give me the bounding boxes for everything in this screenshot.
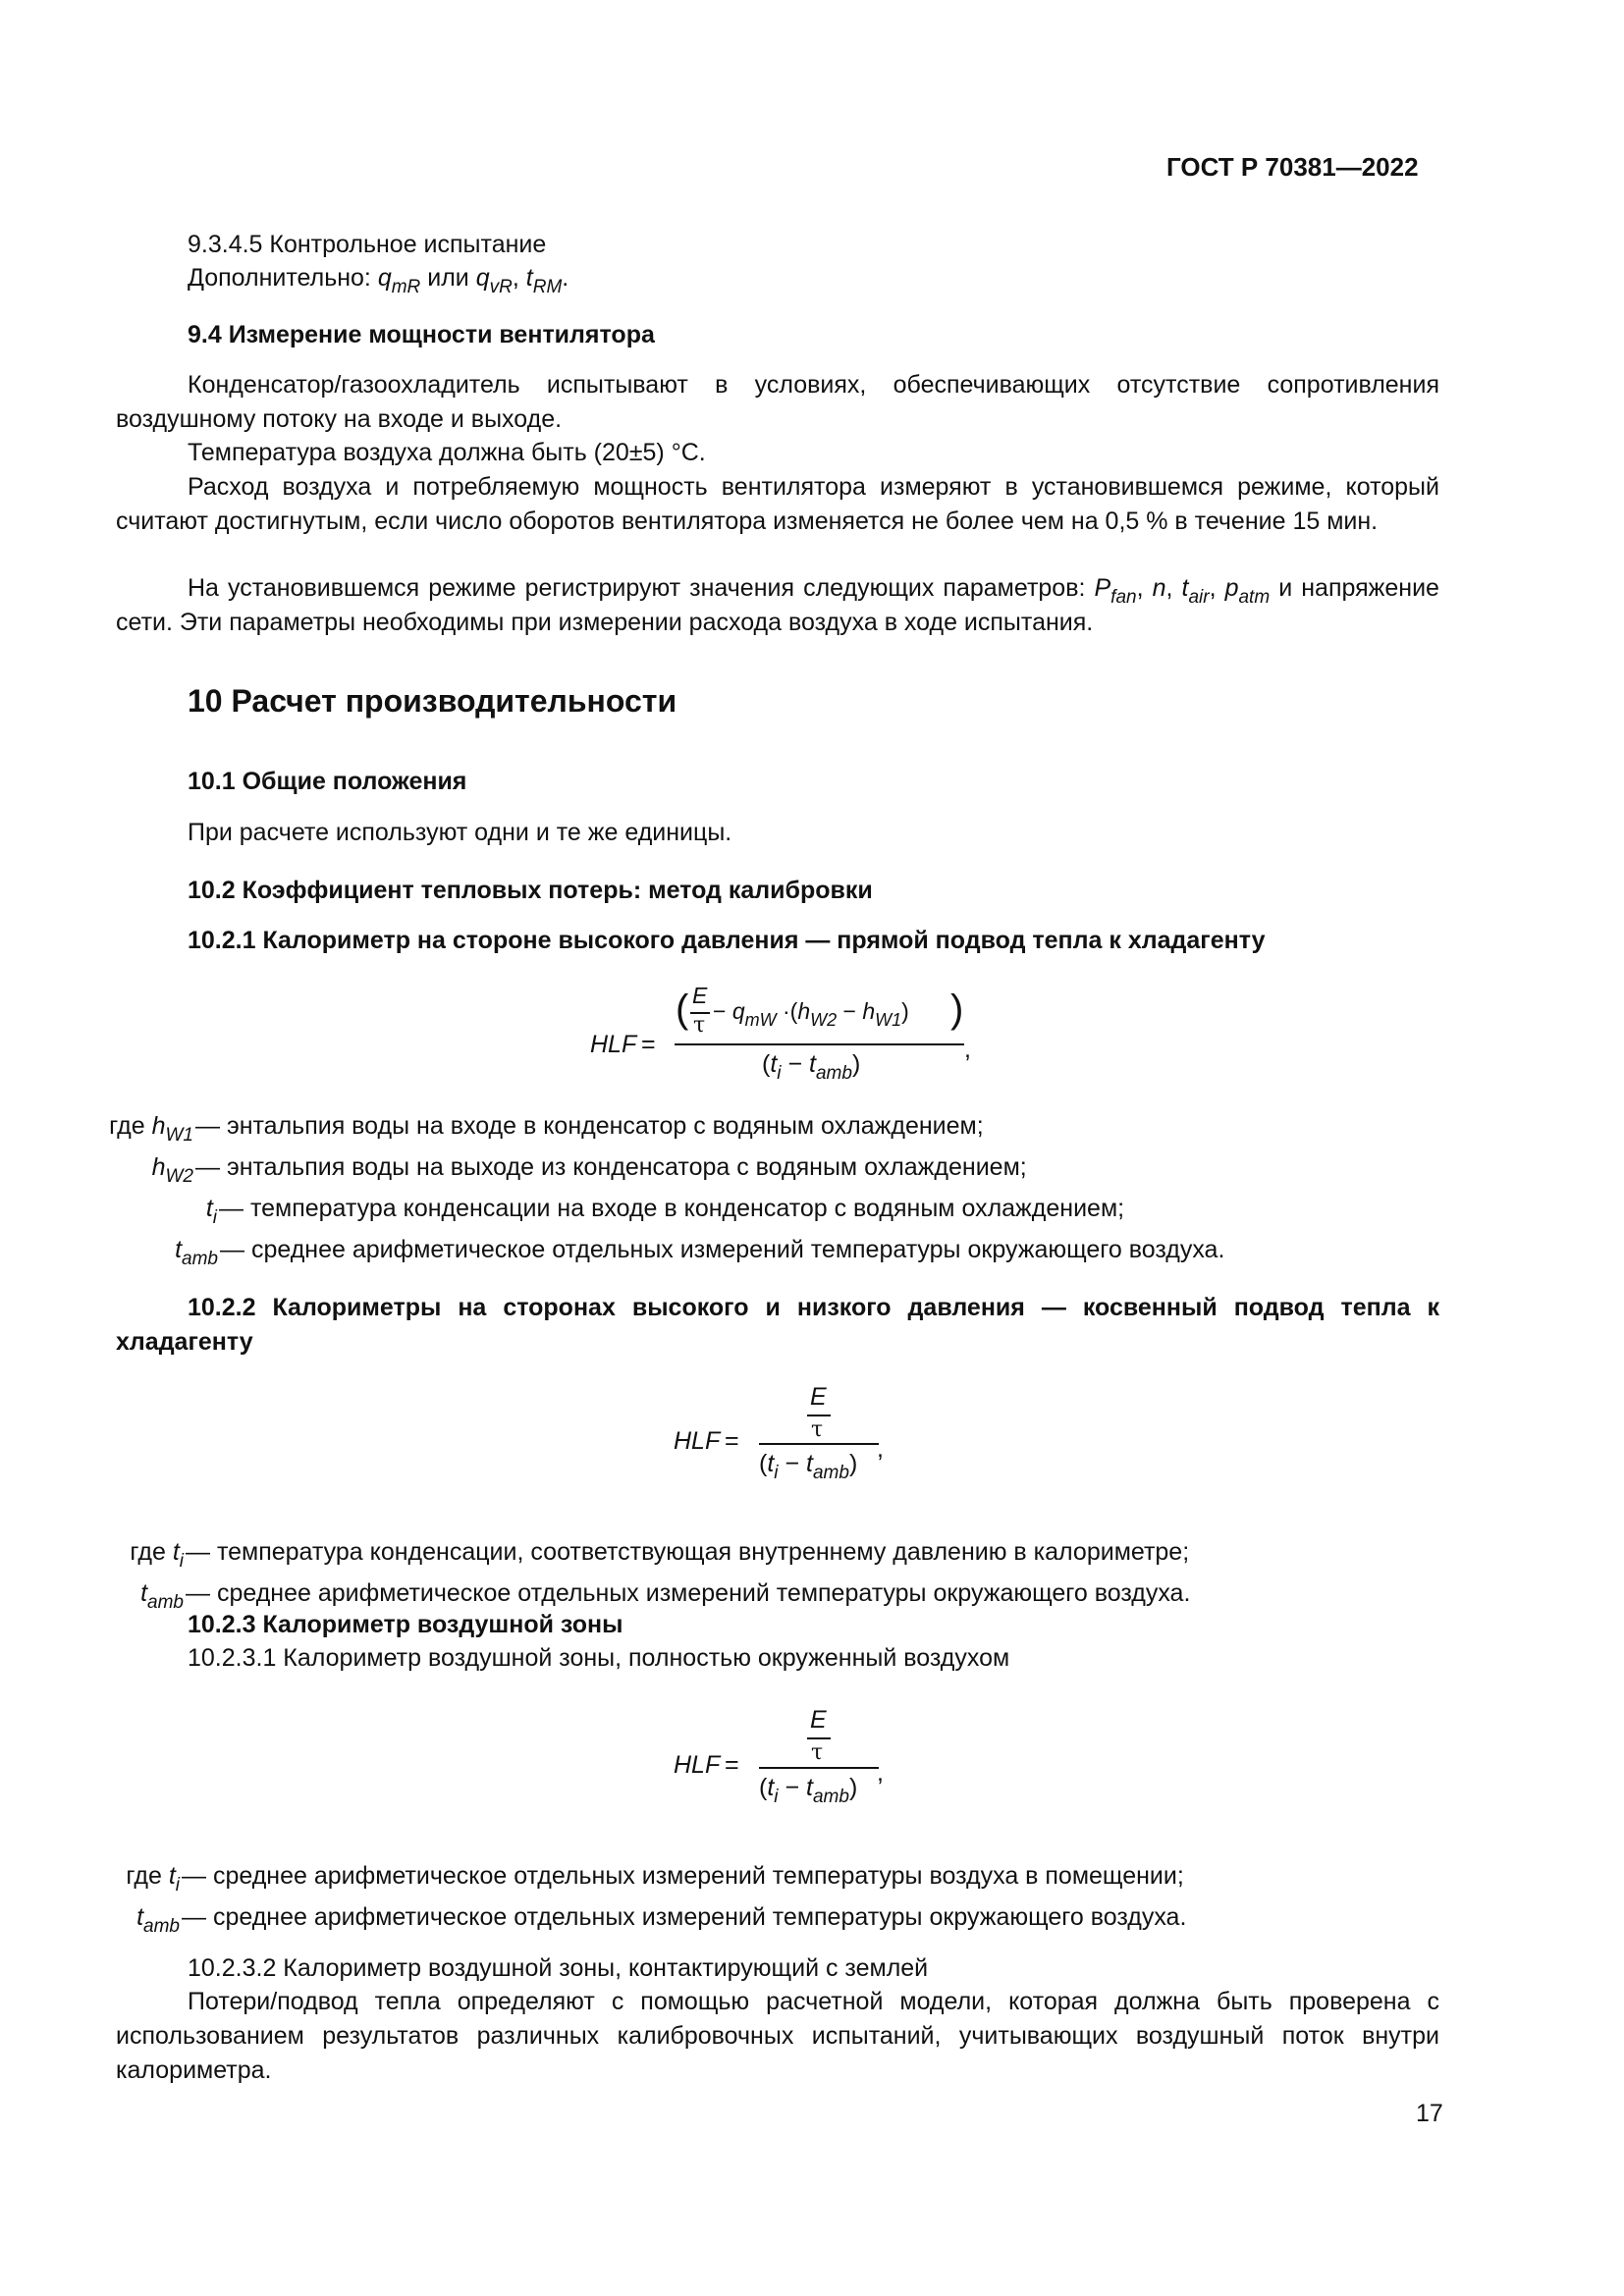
section-9-4-paragraph-1: Конденсатор/газоохладитель испытывают в условиях, обеспечивающих отсутствие сопротивления воздушному потоку на входе и выходе. (116, 371, 1439, 433)
definition-text: — среднее арифметическое отдельных измерений температуры окружающего воздуха. (220, 1236, 1225, 1263)
definition-symbol: $t_{amb}$ (140, 1579, 184, 1613)
definition-symbol: $t_{amb}$ (136, 1903, 180, 1937)
formula-lhs: HLF (674, 1427, 721, 1455)
section-10-2-1-heading: 10.2.1 Калориметр на стороне высокого давления — прямой подвод тепла к хладагенту (188, 927, 1266, 954)
formula-denominator: $(t_i - t_{amb})$ (759, 1450, 858, 1483)
definition-symbol: $h_{W2}$ (151, 1153, 193, 1187)
formula-trailing-comma: , (877, 1435, 884, 1463)
definition-text: — среднее арифметическое отдельных измерений температуры окружающего воздуха. (186, 1579, 1191, 1607)
section-9-4-paragraph-2: Температура воздуха должна быть (20±5) °C. (188, 439, 706, 466)
definition-symbol: где $h_{W1}$ (109, 1112, 193, 1146)
definition-symbol: где $t_i$ (126, 1862, 180, 1896)
section-10-2-3-heading: 10.2.3 Калориметр воздушной зоны (188, 1611, 623, 1638)
formula-equals: = (641, 1031, 656, 1058)
section-9-4-paragraph-4: На установившемся режиме регистрируют значения следующих параметров: $P_{fan}$, n, $t_{air}$, $p_{atm}$ и напряжение сети. Эти параметры необходимы при измерении расхода воздуха в ходе испытания. (116, 574, 1439, 636)
formula-numerator-rest: − $q_{mW} \cdot(h_{W2} - h_{W1})$ (713, 998, 909, 1030)
formula-equals: = (725, 1751, 739, 1779)
formula-equals: = (725, 1427, 739, 1455)
formula-denominator: $(t_i - t_{amb})$ (759, 1774, 858, 1807)
definition-symbol: $t_i$ (205, 1195, 217, 1228)
section-10-1-heading: 10.1 Общие положения (188, 768, 467, 795)
chapter-10-heading: 10 Расчет производительности (188, 683, 677, 719)
formula-inner-fraction-line (807, 1415, 831, 1416)
formula-lhs: HLF (674, 1751, 721, 1779)
formula-lhs: HLF (590, 1031, 637, 1058)
definition-text: — температура конденсации, соответствующая внутреннему давлению в калориметре; (186, 1538, 1190, 1566)
formula-main-fraction-line (759, 1767, 879, 1769)
definition-text: — среднее арифметическое отдельных измерений температуры окружающего воздуха. (182, 1903, 1187, 1931)
clause-9-3-4-5-text: Дополнительно: $q_{mR}$ или $q_{vR}$, $t_{RM}$. (188, 264, 569, 297)
formula-trailing-comma: , (877, 1759, 884, 1787)
section-10-2-3-2-text: Потери/подвод тепла определяют с помощью расчетной модели, которая должна быть проверена с использованием результатов различных калибровочных испытаний, учитывающих воздушный поток внутри калориметра. (116, 1988, 1439, 2084)
formula-denominator: $(t_i - t_{amb})$ (762, 1050, 861, 1084)
definition-text: — температура конденсации на входе в конденсатор с водяным охлаждением; (219, 1195, 1125, 1222)
formula-big-paren-left: ( (676, 988, 689, 1031)
formula-tau: τ (693, 1013, 706, 1038)
section-10-1-text: При расчете используют одни и те же единицы. (188, 819, 732, 846)
formula-inner-fraction-line (807, 1737, 831, 1739)
section-10-2-2-heading: 10.2.2 Калориметры на сторонах высокого и низкого давления — косвенный подвод тепла к хладагенту (116, 1294, 1439, 1356)
formula-main-fraction-line (759, 1443, 879, 1445)
formula-tau: τ (811, 1740, 824, 1765)
formula-big-paren-right: ) (950, 988, 964, 1031)
section-9-4-heading: 9.4 Измерение мощности вентилятора (188, 321, 655, 348)
definition-text: — среднее арифметическое отдельных измерений температуры воздуха в помещении; (182, 1862, 1184, 1890)
definition-symbol: $t_{amb}$ (175, 1236, 218, 1269)
definition-text: — энтальпия воды на выходе из конденсатора с водяным охлаждением; (195, 1153, 1027, 1181)
section-9-4-paragraph-3: Расход воздуха и потребляемую мощность вентилятора измеряют в установившемся режиме, который считают достигнутым, если число оборотов вентилятора изменяется не более чем на 0,5 % в течение 15 мин. (116, 473, 1439, 535)
section-10-2-3-1-heading: 10.2.3.1 Калориметр воздушной зоны, полностью окруженный воздухом (188, 1644, 1010, 1672)
formula-tau: τ (811, 1417, 824, 1442)
section-10-2-3-2-heading: 10.2.3.2 Калориметр воздушной зоны, контактирующий с землей (188, 1954, 929, 1982)
formula-e: E (810, 1706, 827, 1734)
formula-e: E (810, 1383, 827, 1411)
clause-9-3-4-5-title: 9.3.4.5 Контрольное испытание (188, 231, 547, 258)
page-number: 17 (1416, 2100, 1443, 2127)
formula-main-fraction-line (675, 1043, 964, 1045)
definition-symbol: где $t_i$ (130, 1538, 184, 1572)
definition-text: — энтальпия воды на входе в конденсатор с водяным охлаждением; (195, 1112, 984, 1140)
section-10-2-heading: 10.2 Коэффициент тепловых потерь: метод калибровки (188, 877, 873, 904)
formula-e: E (692, 983, 708, 1008)
standard-code: ГОСТ Р 70381—2022 (1166, 152, 1419, 182)
formula-trailing-comma: , (964, 1036, 971, 1063)
